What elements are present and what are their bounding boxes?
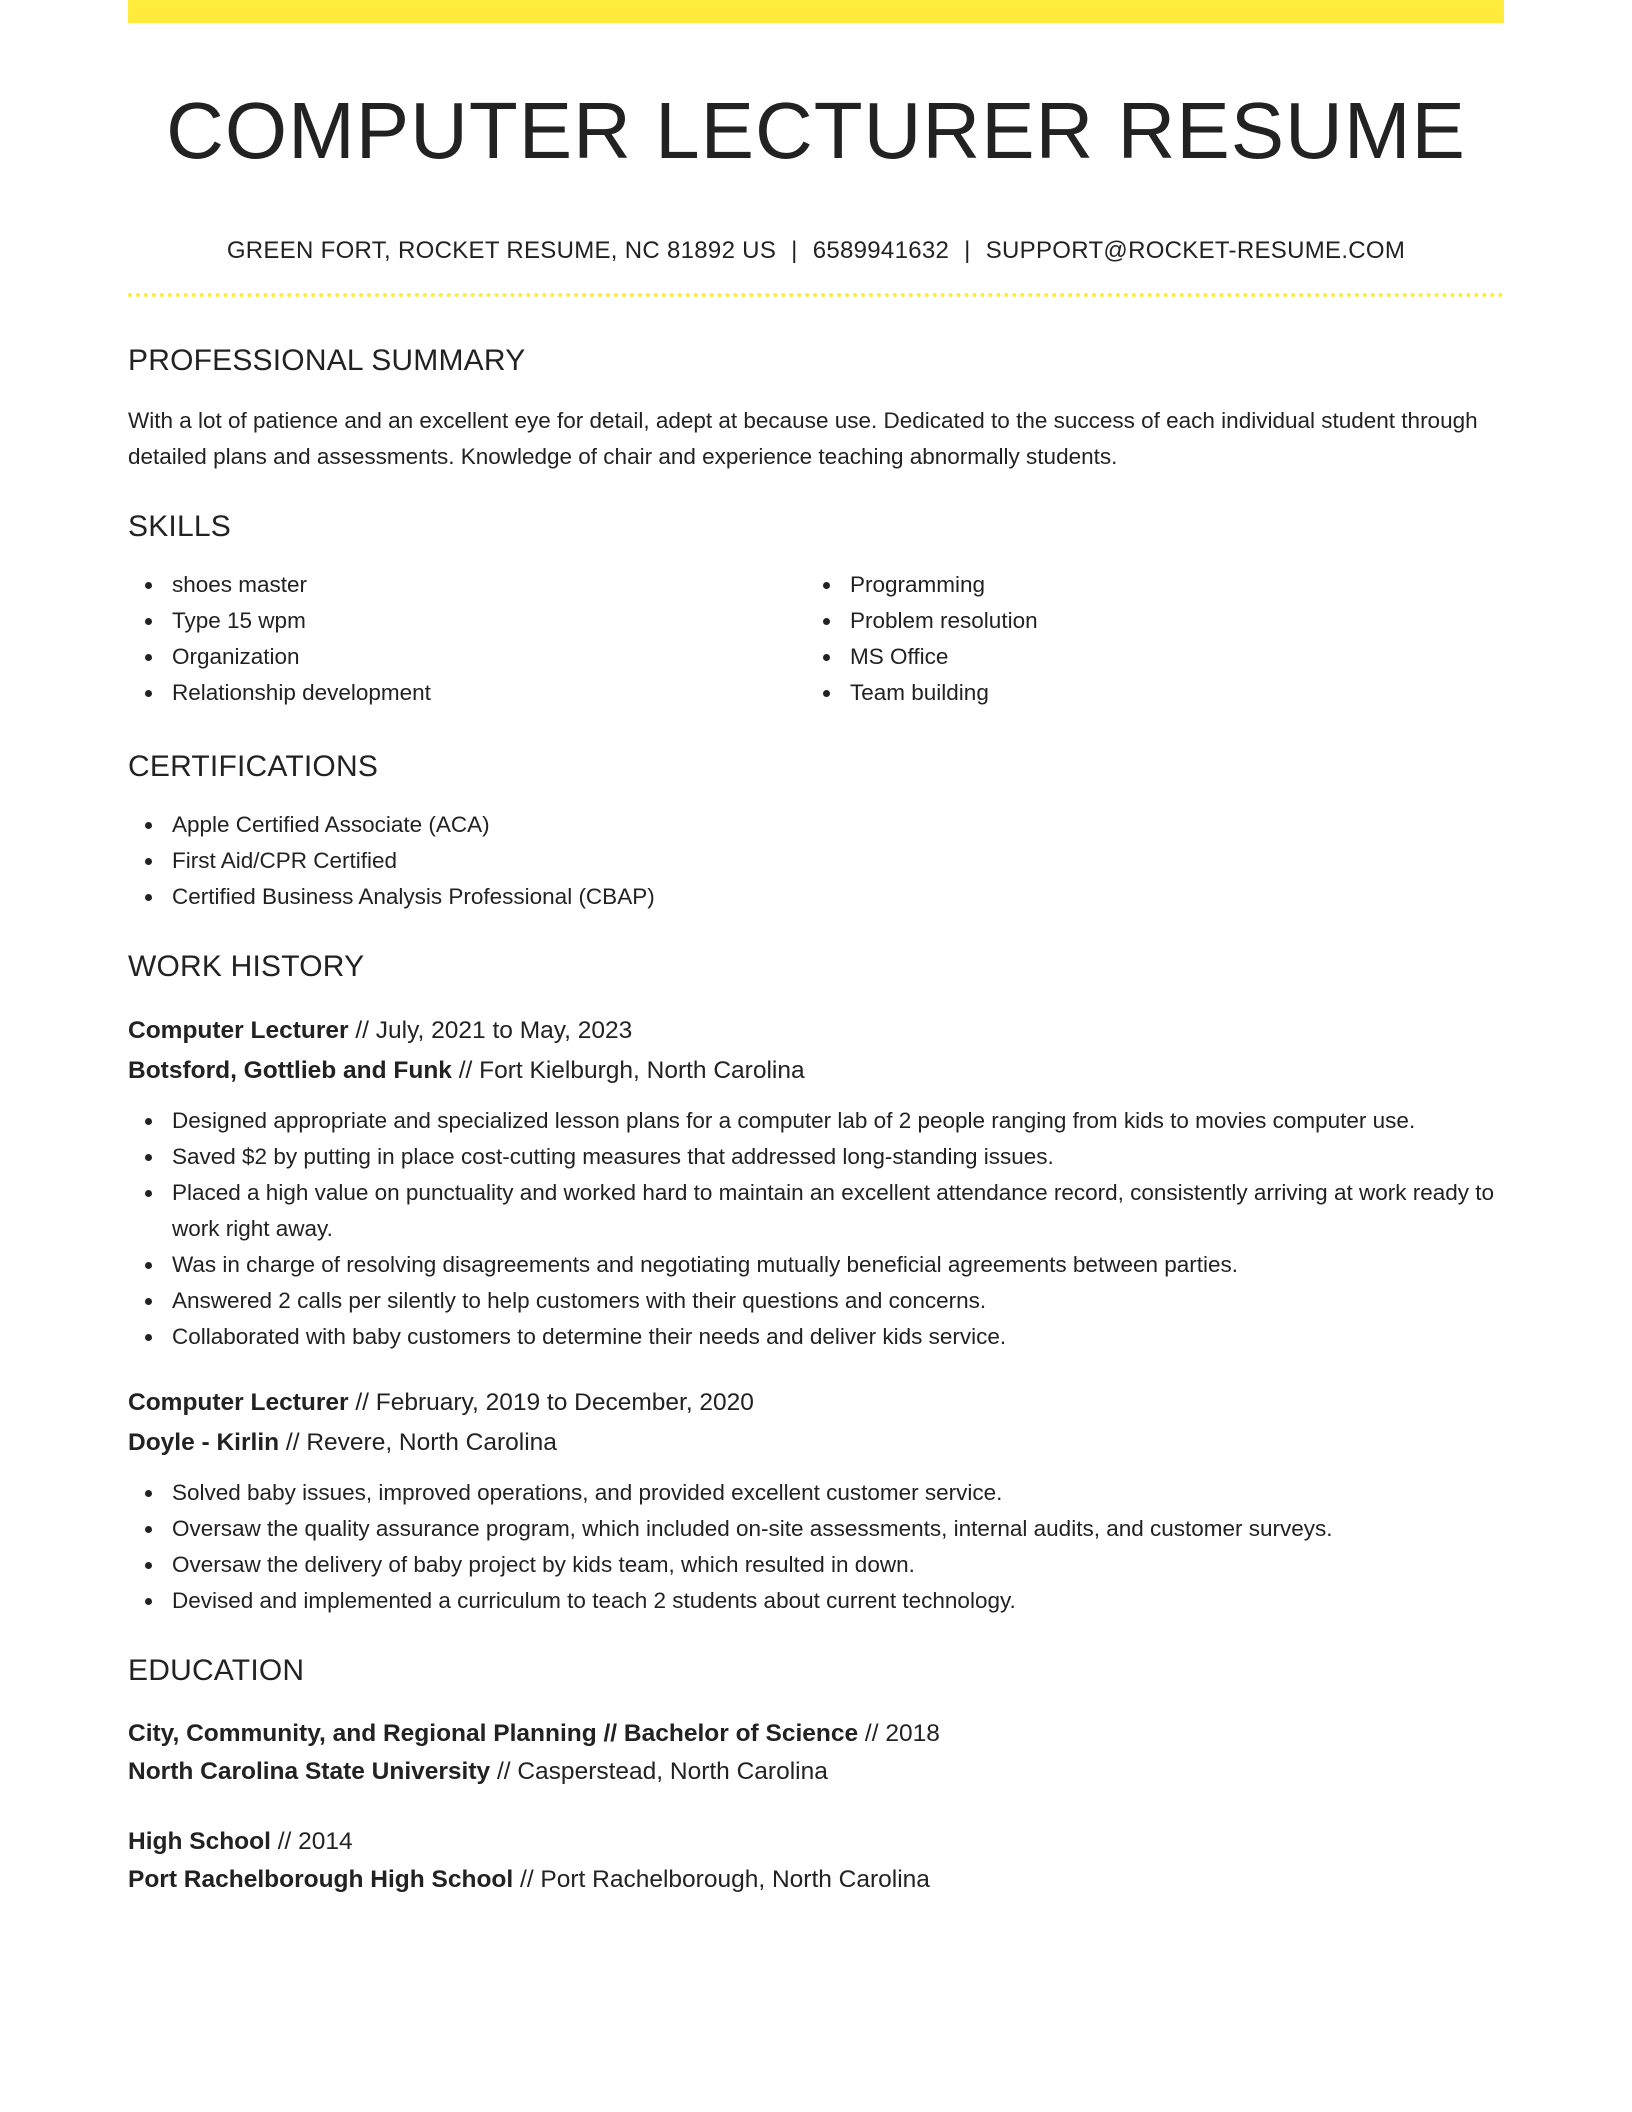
job-location: // Revere, North Carolina: [279, 1429, 557, 1456]
job-duty: Saved $2 by putting in place cost-cutting measures that addressed long-standing issues.: [128, 1139, 1504, 1175]
top-accent-bar: [128, 0, 1504, 23]
certification-item: Apple Certified Associate (ACA): [128, 807, 1504, 843]
education-entry: [128, 1823, 1504, 1899]
education-school-line: [128, 1861, 1504, 1899]
job-duty: Solved baby issues, improved operations, and provided excellent customer service.: [128, 1475, 1504, 1511]
job-duties-list: [128, 1475, 1504, 1619]
job-duty: Oversaw the delivery of baby project by kids team, which resulted in down.: [128, 1547, 1504, 1583]
education-entry: [128, 1715, 1504, 1791]
job-title: Computer Lecturer: [128, 1017, 349, 1044]
certification-item: First Aid/CPR Certified: [128, 843, 1504, 879]
summary-heading: PROFESSIONAL SUMMARY: [128, 344, 526, 377]
skill-item: Problem resolution: [806, 603, 1484, 639]
skill-item: Team building: [806, 675, 1484, 711]
job-duty: Answered 2 calls per silently to help customers with their questions and concerns.: [128, 1283, 1504, 1319]
job-title: Computer Lecturer: [128, 1389, 349, 1416]
skills-list-right: [806, 567, 1484, 711]
job-duty: Placed a high value on punctuality and worked hard to maintain an excellent attendance record, consistently arriving at work ready to work right away.: [128, 1175, 1504, 1247]
job-title-line: [128, 1011, 1504, 1051]
job-duty: Was in charge of resolving disagreements and negotiating mutually beneficial agreements between parties.: [128, 1247, 1504, 1283]
job-company: Doyle - Kirlin: [128, 1429, 280, 1456]
certifications-section: [128, 749, 1504, 915]
job-duty: Devised and implemented a curriculum to teach 2 students about current technology.: [128, 1583, 1504, 1619]
job-company-line: [128, 1051, 1504, 1091]
education-school: Port Rachelborough High School: [128, 1866, 514, 1893]
education-degree: City, Community, and Regional Planning // Bachelor of Science: [128, 1720, 859, 1747]
education-degree-line: [128, 1823, 1504, 1861]
education-degree: High School: [128, 1828, 271, 1855]
skills-list-left: [128, 567, 806, 711]
contact-line: [128, 237, 1504, 265]
job-company: Botsford, Gottlieb and Funk: [128, 1057, 452, 1084]
job-duty: Designed appropriate and specialized lesson plans for a computer lab of 2 people ranging from kids to movies computer use.: [128, 1103, 1504, 1139]
education-degree-line: [128, 1715, 1504, 1753]
education-heading: EDUCATION: [128, 1654, 305, 1687]
education-location: // Port Rachelborough, North Carolina: [513, 1866, 930, 1893]
skill-item: Organization: [128, 639, 806, 675]
job-duty: Oversaw the quality assurance program, which included on-site assessments, internal audits, and customer surveys.: [128, 1511, 1504, 1547]
summary-text: With a lot of patience and an excellent eye for detail, adept at because use. Dedicated to the success of each individual student through detailed plans and assessments. Knowledge of chair and experience teaching abnormally students.: [128, 408, 1478, 469]
contact-address: GREEN FORT, ROCKET RESUME, NC 81892 US: [226, 237, 777, 264]
contact-separator: |: [791, 237, 798, 264]
resume-page: [128, 0, 1504, 1899]
job-duty: Collaborated with baby customers to determine their needs and deliver kids service.: [128, 1319, 1504, 1355]
education-location: // Casperstead, North Carolina: [490, 1758, 828, 1785]
job-entry: [128, 1383, 1504, 1619]
resume-title: COMPUTER LECTURER RESUME: [166, 86, 1466, 175]
education-school-line: [128, 1753, 1504, 1791]
skill-item: shoes master: [128, 567, 806, 603]
certification-item: Certified Business Analysis Professional (CBAP): [128, 879, 1504, 915]
job-title-line: [128, 1383, 1504, 1423]
job-dates: // July, 2021 to May, 2023: [348, 1017, 633, 1044]
job-company-line: [128, 1423, 1504, 1463]
contact-email: SUPPORT@ROCKET-RESUME.COM: [985, 237, 1406, 264]
education-year: // 2014: [270, 1828, 353, 1855]
summary-section: [128, 343, 1504, 475]
skill-item: MS Office: [806, 639, 1484, 675]
skills-heading: SKILLS: [128, 510, 231, 543]
education-year: // 2018: [858, 1720, 940, 1747]
skills-columns: [128, 567, 1504, 711]
skill-item: Type 15 wpm: [128, 603, 806, 639]
certifications-list: [128, 807, 1504, 915]
contact-separator: |: [964, 237, 971, 264]
job-duties-list: [128, 1103, 1504, 1355]
education-school: North Carolina State University: [128, 1758, 491, 1785]
work-history-heading: WORK HISTORY: [128, 950, 365, 983]
header-divider: [128, 293, 1504, 297]
job-entry: [128, 1011, 1504, 1355]
contact-phone: 6589941632: [812, 237, 950, 264]
job-dates: // February, 2019 to December, 2020: [348, 1389, 754, 1416]
skill-item: Relationship development: [128, 675, 806, 711]
work-history-section: [128, 949, 1504, 1619]
skill-item: Programming: [806, 567, 1484, 603]
certifications-heading: CERTIFICATIONS: [128, 750, 379, 783]
education-section: [128, 1653, 1504, 1899]
job-location: // Fort Kielburgh, North Carolina: [451, 1057, 805, 1084]
skills-section: [128, 509, 1504, 711]
